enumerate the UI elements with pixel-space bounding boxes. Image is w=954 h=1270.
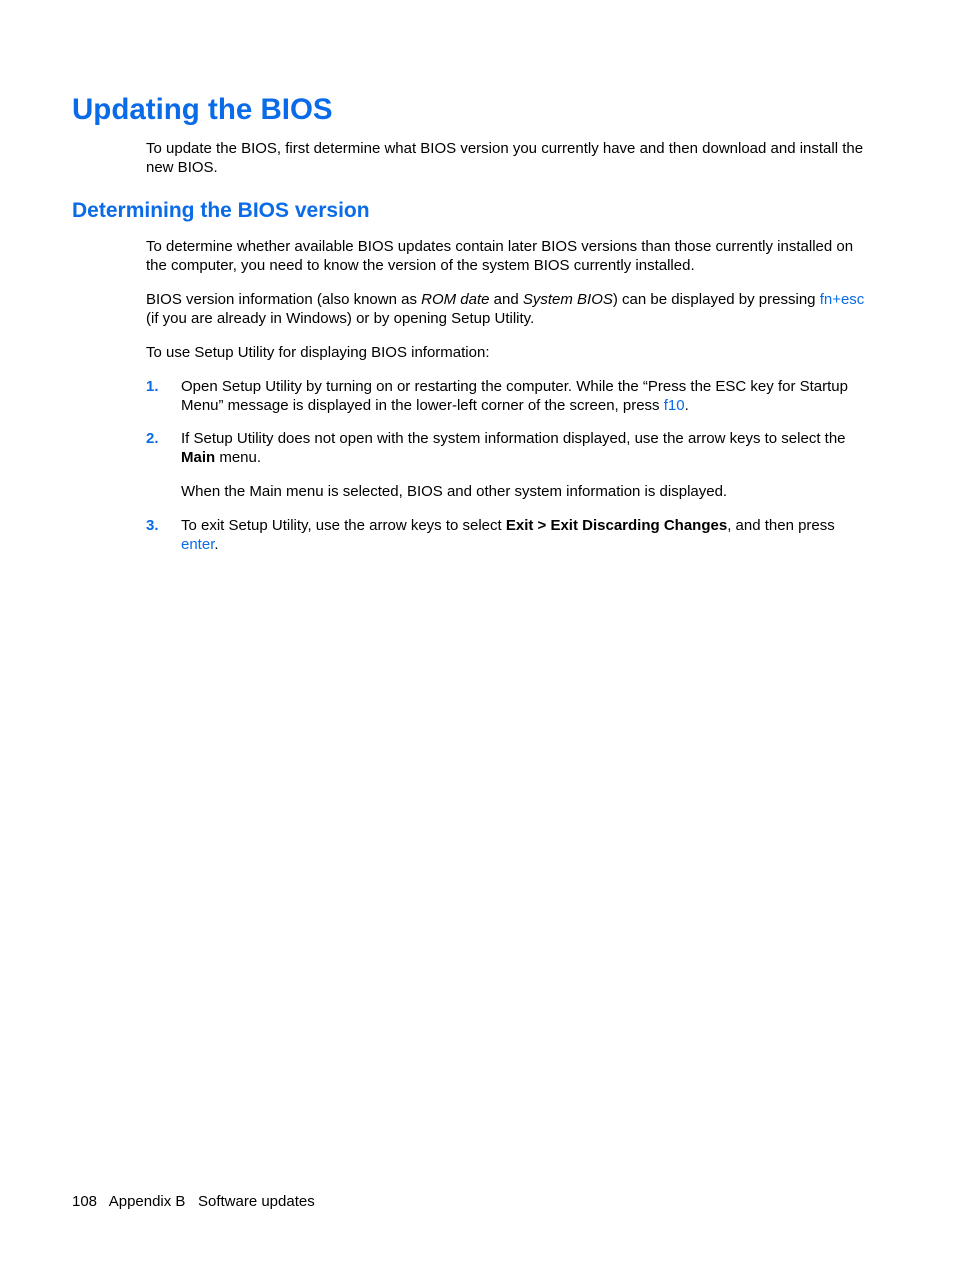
- bios-version-paragraph: To determine whether available BIOS updates contain later BIOS versions than those currently installed on the computer, you need to know the version of the system BIOS currently installed.: [146, 238, 854, 275]
- bios-info-text: BIOS version information (also known as: [146, 291, 422, 308]
- page-number: 108: [72, 1193, 98, 1210]
- step-text-part: .: [684, 397, 689, 415]
- step-text-part: Open Setup Utility by turning on or restarting the computer. While the “Press the ESC key for Startup Menu” message is displayed in the lower-left corner of the screen, press: [181, 378, 848, 415]
- setup-utility-intro: To use Setup Utility for displaying BIOS information:: [146, 344, 490, 361]
- step-text-part: menu.: [215, 449, 262, 467]
- key-fn-esc: fn+esc: [819, 291, 865, 308]
- step-number: 2.: [146, 430, 159, 447]
- footer-chapter-title: Software updates: [197, 1193, 315, 1210]
- bios-info-text: (if you are already in Windows) or by opening Setup Utility.: [146, 310, 535, 328]
- footer-chapter: Appendix B: [108, 1193, 186, 1210]
- step-number: 1.: [146, 378, 159, 395]
- key-enter: enter: [181, 536, 215, 554]
- step-note: When the Main menu is selected, BIOS and other system information is displayed.: [181, 483, 728, 500]
- page-footer: [72, 1192, 315, 1212]
- bios-info-text: ) can be displayed by pressing: [612, 291, 820, 308]
- section-heading: Determining the BIOS version: [72, 199, 370, 222]
- bios-info-text: and: [489, 291, 523, 308]
- exit-menu-term: Exit > Exit Discarding Changes: [505, 517, 728, 534]
- rom-date-term: ROM date: [421, 291, 490, 308]
- system-bios-term: System BIOS: [522, 291, 613, 308]
- step-text-part: , and then press: [727, 517, 835, 534]
- step-text: [181, 377, 871, 416]
- bios-info-paragraph: [146, 290, 871, 329]
- step-text: [181, 429, 871, 468]
- main-menu-term: Main: [181, 449, 216, 467]
- step-text-part: If Setup Utility does not open with the system information displayed, use the arrow keys to select the: [181, 430, 846, 447]
- step-number: 3.: [146, 517, 159, 534]
- intro-paragraph: To update the BIOS, first determine what BIOS version you currently have and then download and install the new BIOS.: [146, 140, 864, 177]
- step-text: [181, 516, 871, 555]
- page-title: Updating the BIOS: [72, 93, 333, 126]
- step-text-part: To exit Setup Utility, use the arrow keys to select: [181, 517, 506, 534]
- key-f10: f10: [663, 397, 685, 415]
- step-text-part: .: [214, 536, 219, 554]
